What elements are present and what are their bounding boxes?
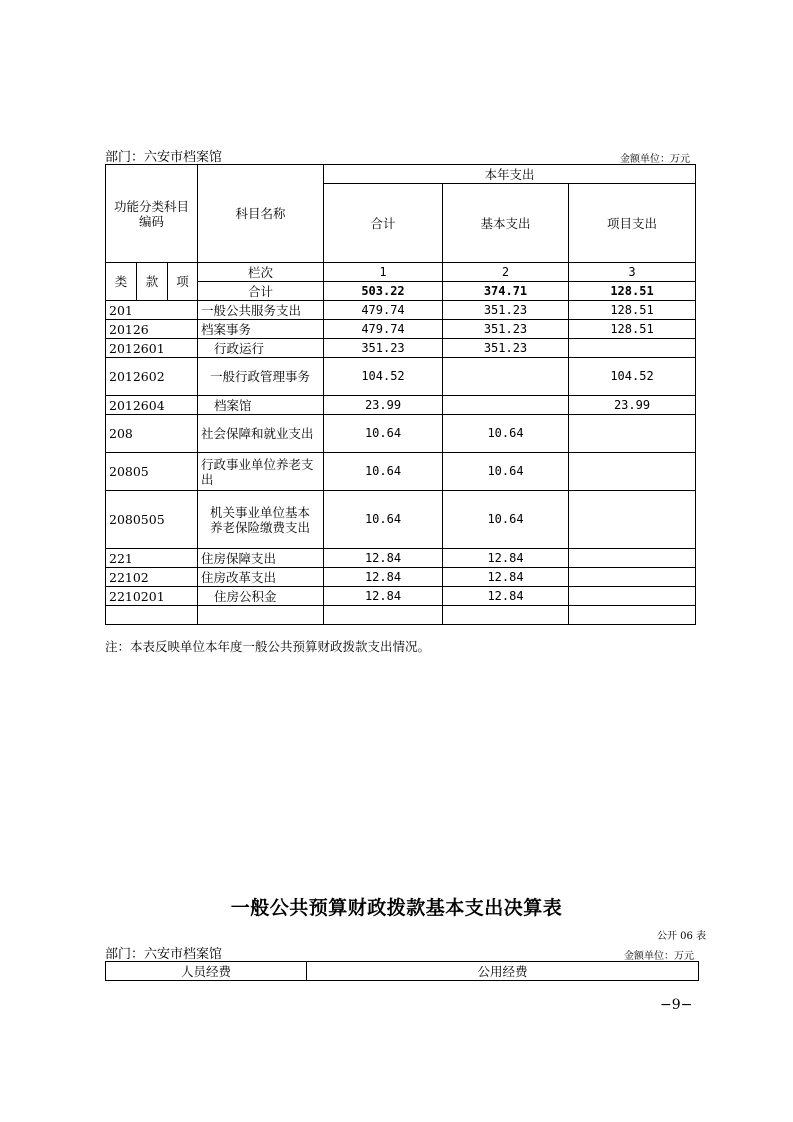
row-code: 2012601 (106, 339, 198, 358)
lanci-row (106, 263, 696, 282)
row-project (569, 549, 696, 568)
row-total: 10.64 (324, 491, 443, 549)
table-row (106, 587, 696, 606)
unit-label-2: 金额单位：万元 (624, 951, 694, 962)
table-row (106, 549, 696, 568)
total-project: 128.51 (569, 282, 696, 301)
table-row (106, 358, 696, 396)
row-project: 128.51 (569, 320, 696, 339)
row-project (569, 568, 696, 587)
row-basic: 351.23 (443, 301, 569, 320)
row-basic (443, 396, 569, 415)
department-label: 部门：六安市档案馆 (105, 150, 223, 165)
row-project: 104.52 (569, 358, 696, 396)
row-project: 128.51 (569, 301, 696, 320)
row-basic: 10.64 (443, 415, 569, 453)
expenditure-table (105, 164, 696, 625)
table-row (106, 453, 696, 491)
table-code: 公开 06 表 (657, 931, 707, 942)
row-name: 住房改革支出 (198, 568, 324, 587)
row-project (569, 415, 696, 453)
sub-lei: 类 (106, 263, 137, 301)
row-code: 22102 (106, 568, 198, 587)
row-total: 12.84 (324, 587, 443, 606)
row-basic: 10.64 (443, 453, 569, 491)
row-project (569, 339, 696, 358)
total-label: 合计 (198, 282, 324, 301)
row-total: 12.84 (324, 549, 443, 568)
row-basic: 12.84 (443, 549, 569, 568)
row-project (569, 453, 696, 491)
empty-row (106, 606, 696, 625)
row-total: 479.74 (324, 301, 443, 320)
page-number: −9− (660, 997, 693, 1013)
header-personnel: 人员经费 (106, 962, 307, 981)
row-total: 12.84 (324, 568, 443, 587)
row-code: 221 (106, 549, 198, 568)
row-name: 行政运行 (198, 339, 324, 358)
lanci-3: 3 (569, 263, 696, 282)
department-label-2: 部门：六安市档案馆 (105, 947, 223, 962)
row-basic (443, 358, 569, 396)
row-project: 23.99 (569, 396, 696, 415)
row-name: 行政事业单位养老支出 (198, 453, 324, 491)
row-total: 23.99 (324, 396, 443, 415)
table-row (106, 491, 696, 549)
row-name: 机关事业单位基本养老保险缴费支出 (198, 491, 324, 549)
unit-label: 金额单位：万元 (620, 154, 690, 165)
row-code: 2210201 (106, 587, 198, 606)
table-row (106, 320, 696, 339)
row-basic: 12.84 (443, 568, 569, 587)
basic-expenditure-table (105, 961, 699, 981)
row-name: 档案事务 (198, 320, 324, 339)
row-name: 住房保障支出 (198, 549, 324, 568)
row-basic: 351.23 (443, 339, 569, 358)
row-basic: 10.64 (443, 491, 569, 549)
header-public: 公用经费 (307, 962, 699, 981)
row-total: 104.52 (324, 358, 443, 396)
lanci-label: 栏次 (198, 263, 324, 282)
total-value: 503.22 (324, 282, 443, 301)
row-name: 档案馆 (198, 396, 324, 415)
header-project: 项目支出 (569, 184, 696, 263)
row-code: 2012604 (106, 396, 198, 415)
header-total: 合计 (324, 184, 443, 263)
row-basic: 351.23 (443, 320, 569, 339)
table-row (106, 415, 696, 453)
header-subject-name: 科目名称 (198, 165, 324, 263)
row-total: 10.64 (324, 453, 443, 491)
header-func-code: 功能分类科目编码 (106, 165, 198, 263)
row-name: 一般公共服务支出 (198, 301, 324, 320)
table-row (106, 339, 696, 358)
row-basic: 12.84 (443, 587, 569, 606)
row-code: 2080505 (106, 491, 198, 549)
table-row (106, 301, 696, 320)
row-total: 10.64 (324, 415, 443, 453)
row-code: 20126 (106, 320, 198, 339)
row-code: 208 (106, 415, 198, 453)
row-name: 住房公积金 (198, 587, 324, 606)
table-note: 注：本表反映单位本年度一般公共预算财政拨款支出情况。 (105, 639, 431, 654)
sub-xiang: 项 (168, 263, 198, 301)
row-name: 一般行政管理事务 (198, 358, 324, 396)
row-code: 201 (106, 301, 198, 320)
header-year-expenditure: 本年支出 (324, 165, 696, 184)
row-total: 351.23 (324, 339, 443, 358)
section-title: 一般公共预算财政拨款基本支出决算表 (230, 897, 563, 919)
lanci-2: 2 (443, 263, 569, 282)
row-code: 20805 (106, 453, 198, 491)
lanci-1: 1 (324, 263, 443, 282)
table-row (106, 396, 696, 415)
row-project (569, 587, 696, 606)
header-basic: 基本支出 (443, 184, 569, 263)
sub-kuan: 款 (137, 263, 168, 301)
total-basic: 374.71 (443, 282, 569, 301)
table-row (106, 568, 696, 587)
row-name: 社会保障和就业支出 (198, 415, 324, 453)
row-total: 479.74 (324, 320, 443, 339)
row-project (569, 491, 696, 549)
row-code: 2012602 (106, 358, 198, 396)
